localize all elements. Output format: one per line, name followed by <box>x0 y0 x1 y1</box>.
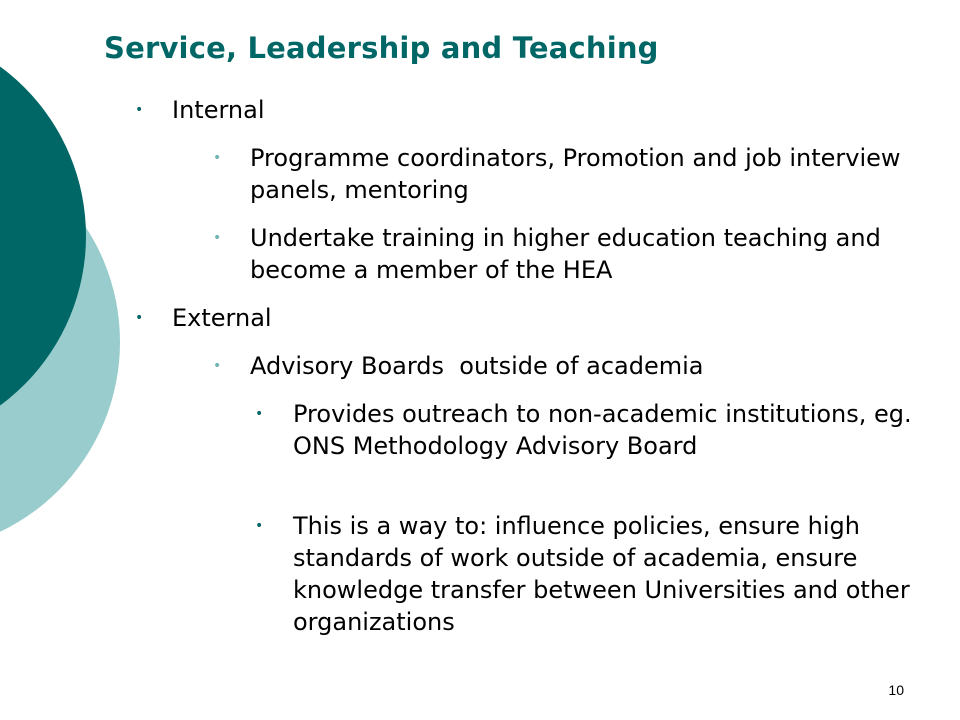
bullet-text: Undertake training in higher education teaching and become a member of the HEA <box>250 224 881 284</box>
bullet-internal <box>135 94 265 126</box>
bullet-dot-icon: • <box>213 358 222 374</box>
bullet-dot-icon: • <box>135 102 144 118</box>
bullet-provides-outreach <box>255 398 913 462</box>
bullet-dot-icon: • <box>213 230 222 246</box>
bullet-text: This is a way to: influence policies, ensure high standards of work outside of academia, ensure knowledge transfer between Universities and other organizations <box>293 512 910 636</box>
bullet-dot-icon: • <box>135 310 144 326</box>
bullet-way-to-influence <box>255 510 913 638</box>
page-number: 10 <box>888 682 904 698</box>
bullet-undertake-training <box>213 222 910 286</box>
bullet-programme-coordinators <box>213 142 910 206</box>
bullet-text: Advisory Boards outside of academia <box>250 352 704 380</box>
bullet-dot-icon: • <box>213 150 222 166</box>
bullet-external <box>135 302 272 334</box>
bullet-dot-icon: • <box>255 518 264 534</box>
slide-title: Service, Leadership and Teaching <box>104 31 659 65</box>
bullet-advisory-boards <box>213 350 910 382</box>
bullet-text: External <box>172 304 272 332</box>
bullet-text: Internal <box>172 96 265 124</box>
bullet-dot-icon: • <box>255 406 264 422</box>
bullet-text: Programme coordinators, Promotion and job interview panels, mentoring <box>250 144 901 204</box>
bullet-text: Provides outreach to non-academic institutions, eg. ONS Methodology Advisory Board <box>293 400 912 460</box>
